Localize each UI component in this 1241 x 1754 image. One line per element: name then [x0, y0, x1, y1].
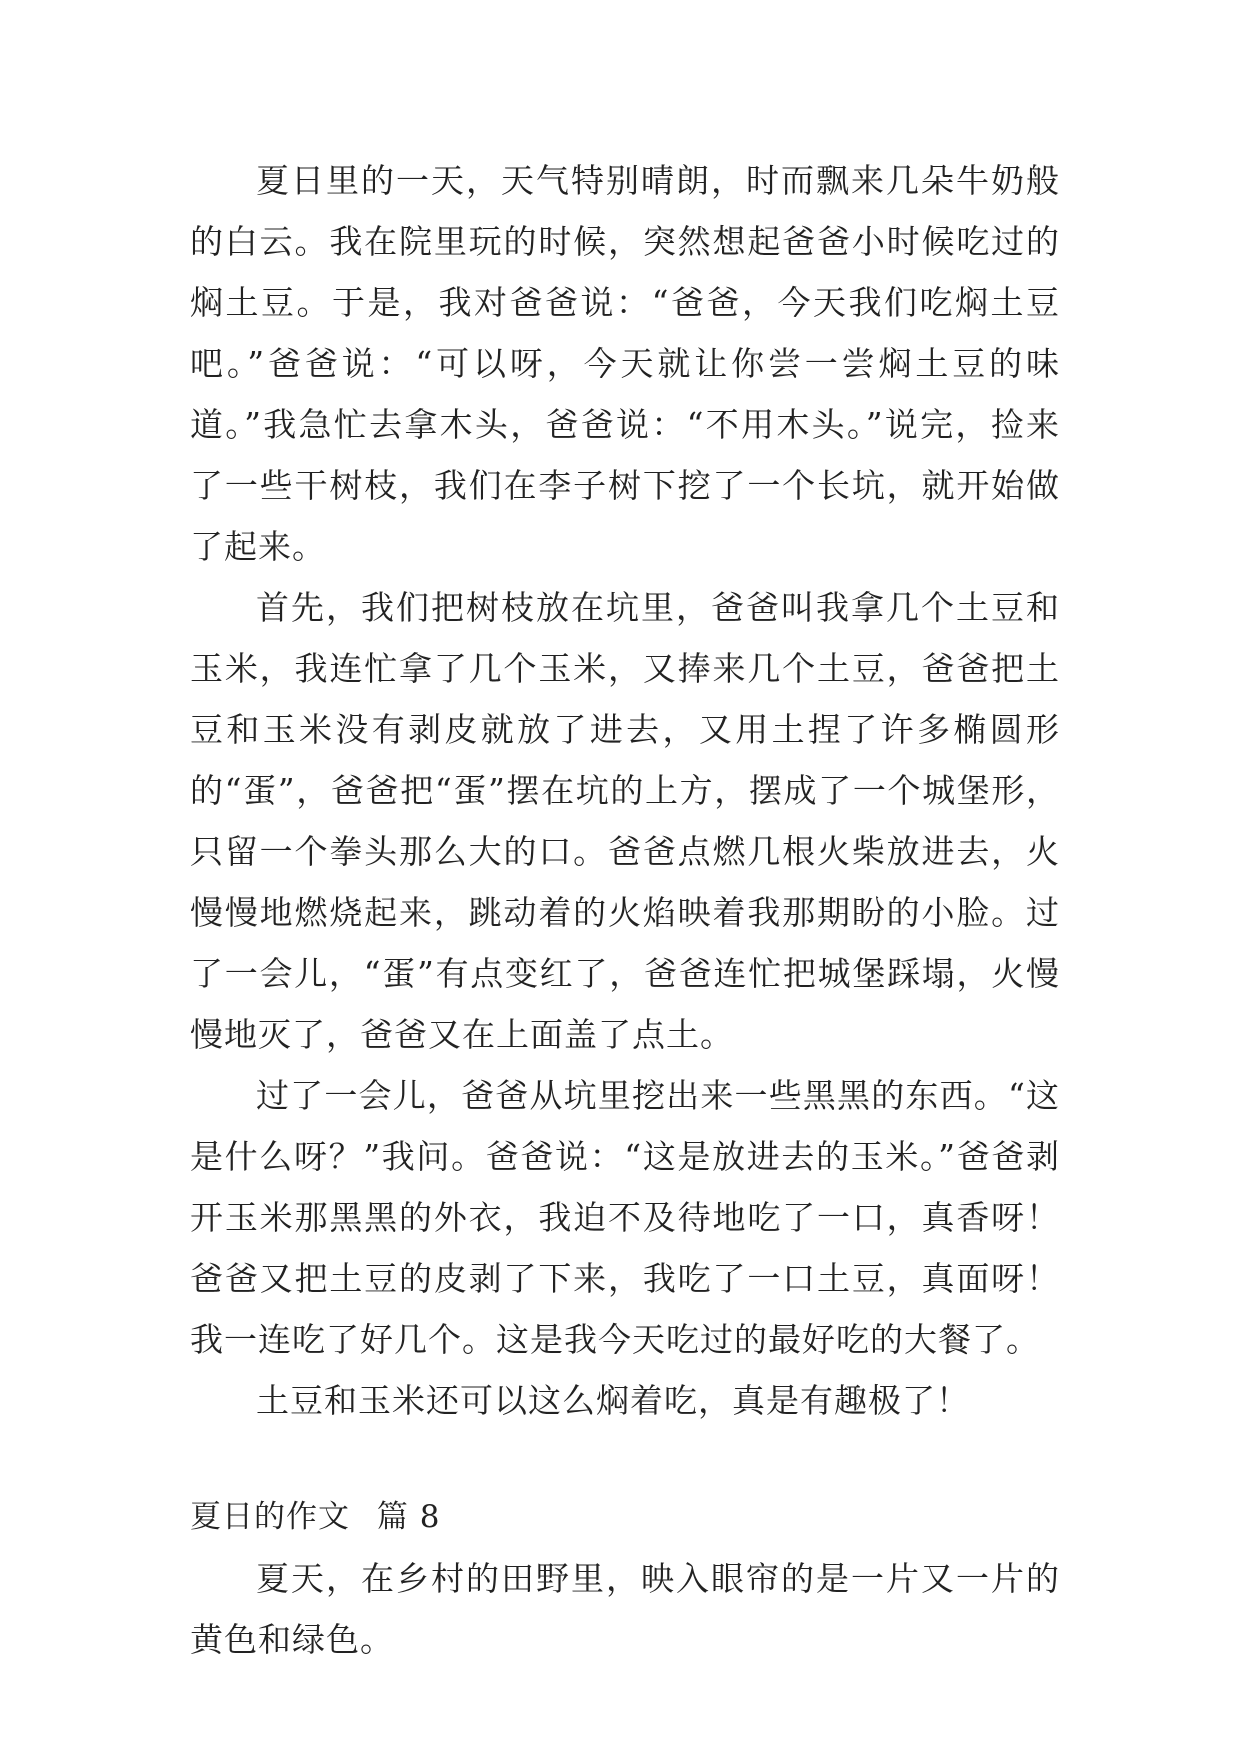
paragraph-5: 夏天，在乡村的田野里，映入眼帘的是一片又一片的黄色和绿色。 [190, 1559, 1060, 1659]
document-page [190, 150, 1060, 1670]
paragraph-3: 过了一会儿，爸爸从坑里挖出来一些黑黑的东西。“这是什么呀？”我问。爸爸说：“这是放进去的玉米。”爸爸剥开玉米那黑黑的外衣，我迫不及待地吃了一口，真香呀！爸爸又把土豆的皮剥了下来，我吃了一口土豆，真面呀！我一连吃了好几个。这是我今天吃过的最好吃的大餐了。 [190, 1076, 1060, 1359]
paragraph-1: 夏日里的一天，天气特别晴朗，时而飘来几朵牛奶般的白云。我在院里玩的时候，突然想起爸爸小时候吃过的焖土豆。于是，我对爸爸说：“爸爸，今天我们吃焖土豆吧。”爸爸说：“可以呀，今天就让你尝一尝焖土豆的味道。”我急忙去拿木头，爸爸说：“不用木头。”说完，捡来了一些干树枝，我们在李子树下挖了一个长坑，就开始做了起来。 [190, 161, 1060, 566]
paragraph-4: 土豆和玉米还可以这么焖着吃，真是有趣极了！ [256, 1381, 970, 1420]
section-heading [190, 1487, 1060, 1548]
heading-title: 夏日的作文 [190, 1499, 350, 1535]
paragraph-2: 首先，我们把树枝放在坑里，爸爸叫我拿几个土豆和玉米，我连忙拿了几个玉米，又捧来几个土豆，爸爸把土豆和玉米没有剥皮就放了进去，又用土捏了许多椭圆形的“蛋”，爸爸把“蛋”摆在坑的上方，摆成了一个城堡形，只留一个拳头那么大的口。爸爸点燃几根火柴放进去，火慢慢地燃烧起来，跳动着的火焰映着我那期盼的小脸。过了一会儿，“蛋”有点变红了，爸爸连忙把城堡踩塌，火慢慢地灭了，爸爸又在上面盖了点土。 [190, 588, 1060, 1054]
heading-section-number: 篇 8 [376, 1499, 441, 1535]
